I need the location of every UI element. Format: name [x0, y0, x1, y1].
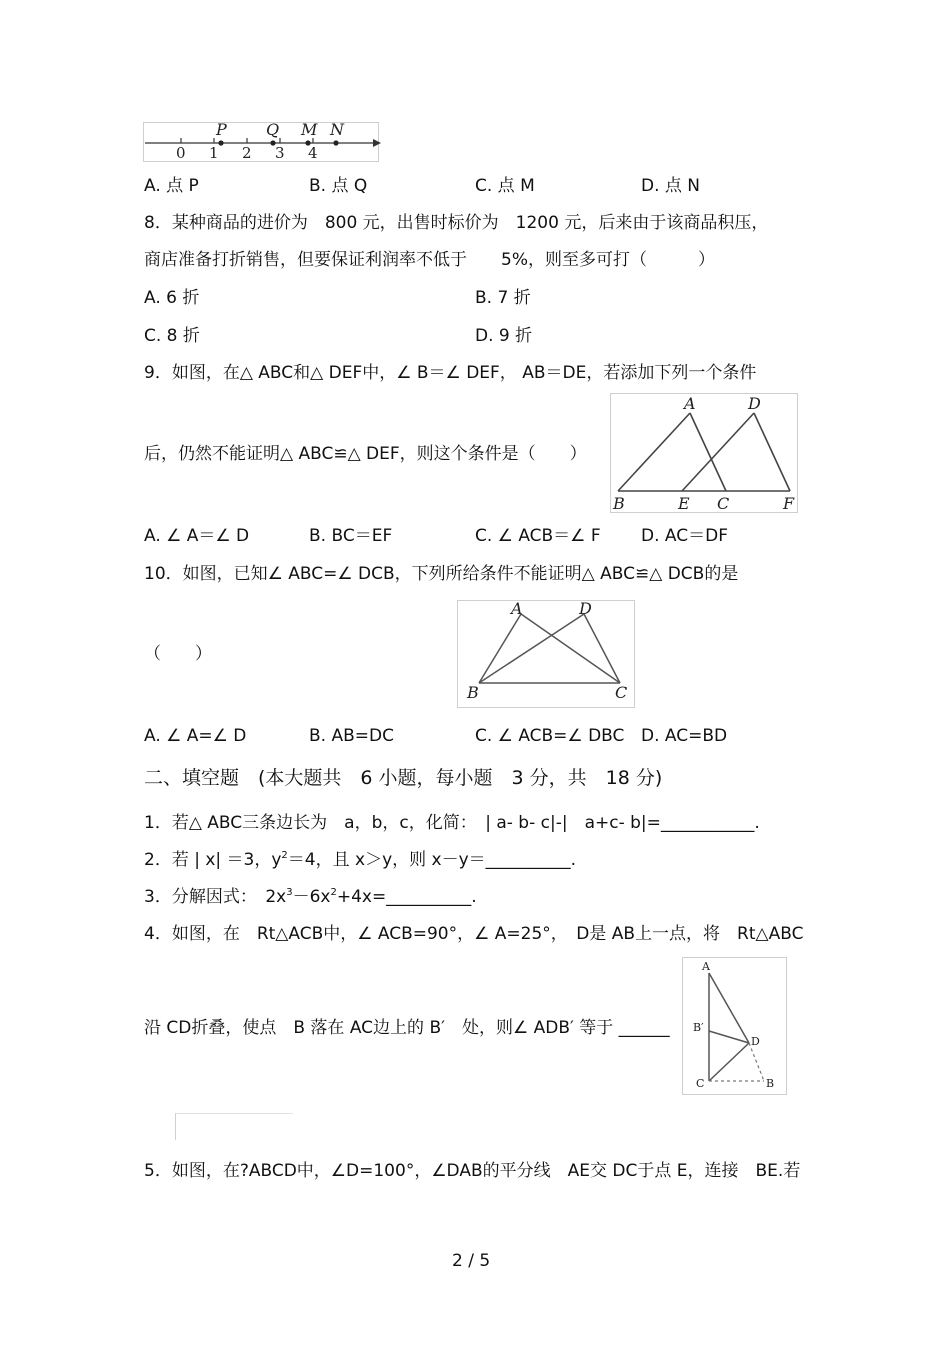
fill-q3: [144, 886, 477, 908]
q9-label-a: A: [684, 394, 696, 413]
q9-option-d: D. AC＝DF: [641, 526, 728, 546]
q8-stem-line1: 8．某种商品的进价为 800 元，出售时标价为 1200 元，后来由于该商品积压，: [144, 213, 769, 233]
q9-option-c: C. ∠ ACB＝∠ F: [475, 526, 601, 546]
q10-option-d: D. AC=BD: [641, 726, 728, 746]
fill-q3-exp2: 2: [330, 887, 337, 898]
fill-q4-line2: 沿 CD折叠，使点 B 落在 AC边上的 B′ 处，则∠ ADB′ 等于 ______: [144, 1018, 670, 1038]
number-line-figure: [143, 122, 383, 162]
q9-stem-line1: 9．如图，在△ ABC和△ DEF中，∠ B＝∠ DEF， AB＝DE，若添加下列一个条件: [144, 363, 757, 383]
q10-label-c: C: [615, 683, 628, 702]
q4-label-b: B: [766, 1077, 775, 1090]
q7-option-c: C. 点 M: [475, 176, 535, 196]
q7-option-b: B. 点 Q: [309, 176, 368, 196]
q9-triangles-figure: [610, 393, 798, 513]
q9-stem-line2: 后，仍然不能证明△ ABC≌△ DEF，则这个条件是（ ）: [144, 444, 587, 464]
q9-label-c: C: [717, 494, 730, 513]
tick-label-3: 3: [275, 144, 285, 162]
tick-label-0: 0: [176, 144, 186, 162]
q10-label-b: B: [467, 683, 479, 702]
q10-option-b: B. AB=DC: [309, 726, 394, 746]
q10-label-a: A: [511, 599, 523, 618]
q9-label-d: D: [748, 394, 761, 413]
q8-option-a: A. 6 折: [144, 288, 200, 308]
fill-q4-line1: 4．如图，在 Rt△ACB中，∠ ACB=90°，∠ A=25°， D是 AB上一点，将 Rt△ABC: [144, 924, 804, 944]
page-number: 2 / 5: [452, 1251, 491, 1271]
q10-stem-line2: （ ）: [144, 644, 212, 664]
q8-option-d: D. 9 折: [475, 326, 533, 346]
fill-q4-fold-figure: [682, 957, 788, 1095]
tick-label-2: 2: [242, 144, 252, 162]
q4-label-c: C: [696, 1077, 705, 1090]
fill-q2: [144, 849, 576, 871]
point-label-q: Q: [266, 120, 280, 139]
q9-label-f: F: [783, 494, 795, 513]
q4-label-b-prime: B′: [693, 1021, 704, 1034]
q9-label-b: B: [613, 494, 625, 513]
q10-option-c: C. ∠ ACB=∠ DBC: [475, 726, 625, 746]
point-label-p: P: [216, 120, 227, 139]
q10-triangles-figure: [457, 600, 635, 708]
q7-option-a: A. 点 P: [144, 176, 199, 196]
q10-option-a: A. ∠ A=∠ D: [144, 726, 247, 746]
tick-label-4: 4: [308, 144, 318, 162]
fill-q5-line1: 5．如图，在?ABCD中，∠D=100°，∠DAB的平分线 AE交 DC于点 E，连接 BE.若: [144, 1161, 801, 1181]
q4-label-d: D: [751, 1035, 760, 1048]
fill-q3-part1: 3．分解因式： 2x: [144, 887, 287, 907]
point-label-n: N: [330, 120, 344, 139]
q9-option-a: A. ∠ A＝∠ D: [144, 526, 250, 546]
q9-label-e: E: [678, 494, 690, 513]
q8-option-b: B. 7 折: [475, 288, 531, 308]
fill-q3-exp1: 3: [286, 887, 293, 898]
point-label-m: M: [301, 120, 318, 139]
fill-q3-part3: +4x=__________.: [336, 887, 477, 907]
fill-q3-part2: －6x: [292, 887, 331, 907]
fill-q2-exp: 2: [281, 850, 288, 861]
image-placeholder-frame: [175, 1113, 293, 1140]
fill-q2-part1: 2．若 | x| ＝3，y: [144, 850, 282, 870]
q8-stem-line2: 商店准备打折销售，但要保证利润率不低于 5%，则至多可打（ ）: [144, 250, 715, 270]
tick-label-1: 1: [209, 144, 219, 162]
q7-option-d: D. 点 N: [641, 176, 701, 196]
q9-option-b: B. BC＝EF: [309, 526, 393, 546]
q10-label-d: D: [579, 599, 592, 618]
q10-stem-line1: 10．如图，已知∠ ABC=∠ DCB，下列所给条件不能证明△ ABC≌△ DCB的是: [144, 564, 739, 584]
section2-title: 二、填空题 (本大题共 6 小题，每小题 3 分，共 18 分): [144, 767, 663, 789]
q4-label-a: A: [702, 960, 710, 973]
fill-q1: 1．若△ ABC三条边长为 a，b，c，化简： | a- b- c|-| a+c- b|=___________.: [144, 813, 760, 833]
q8-option-c: C. 8 折: [144, 326, 200, 346]
fill-q2-part2: ＝4，且 x＞y，则 x－y＝__________.: [287, 850, 577, 870]
